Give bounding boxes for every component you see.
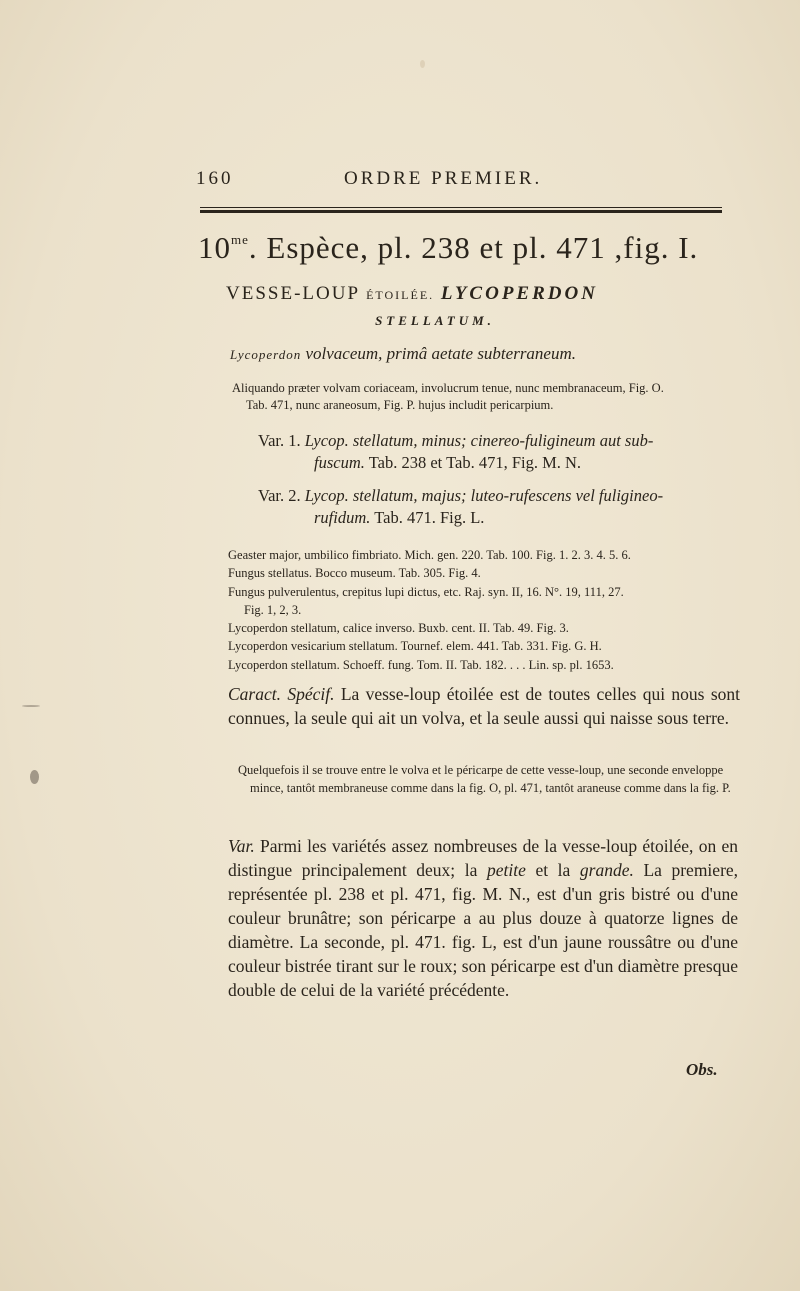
description-line: Aliquando præter volvam coriaceam, involucrum tenue, nunc membranaceum, Fig. O. <box>232 381 664 395</box>
diagnosis <box>230 344 750 364</box>
var-text: Parmi les variétés assez nombreuses de la vesse-loup étoilée, on en distingue principalement deux; la <box>228 836 738 880</box>
var-grande: grande. <box>579 860 634 880</box>
caract-label: Caract. Spécif. <box>228 684 335 704</box>
variety-desc: majus; luteo-rufescens vel fuligineo- <box>421 486 664 505</box>
page-number: 160 <box>196 168 234 189</box>
synonym-line: Lycoperdon stellatum. Schoeff. fung. Tom. II. Tab. 182. . . . Lin. sp. pl. 1653. <box>228 657 614 672</box>
variety-label: Var. 2. <box>258 486 301 505</box>
var-petite: petite <box>486 860 526 880</box>
variety-name: Lycop. stellatum, <box>304 431 418 450</box>
french-name: VESSE-LOUP <box>226 283 360 304</box>
diagnosis-text: volvaceum, primâ aetate subterraneum. <box>305 344 577 363</box>
header-rule-thin <box>200 207 722 208</box>
description-line: Tab. 471, nunc araneosum, Fig. P. hujus includit pericarpium. <box>246 398 554 412</box>
description <box>232 380 732 414</box>
french-adjective: ÉTOILÉE. <box>366 288 435 302</box>
species-number-suffix: me <box>231 232 249 247</box>
variety-name: Lycop. stellatum, <box>304 486 418 505</box>
synonym-line: Lycoperdon vesicarium stellatum. Tournef. elem. 441. Tab. 331. Fig. G. H. <box>228 639 602 654</box>
diagnosis-genus: Lycoperdon <box>230 347 302 362</box>
species-heading-text: . Espèce, pl. 238 et pl. 471 ,fig. I. <box>248 230 699 265</box>
synonymy <box>228 546 738 674</box>
varieties-paragraph <box>228 834 738 1002</box>
synonym-line: Lycoperdon stellatum, calice inverso. Buxb. cent. II. Tab. 49. Fig. 3. <box>228 621 569 636</box>
caract-text: La vesse-loup étoilée est de toutes celles qui nous sont connues, la seule qui ait un volva, et la seule aussi qui naisse sous terre. <box>228 684 740 728</box>
catchword: Obs. <box>686 1060 718 1079</box>
var-text: La premiere, représentée pl. 238 et pl. 471, fig. M. N., est d'un gris bistré ou d'une couleur brunâtre; son péricarpe a au plus douze à quatorze lignes de diamètre. La seconde, pl. 471. fig. L, est d'un jaune roussâtre ou d'une couleur bistrée tirant sur le roux; son péricarpe est d'un diamètre presque double de celui de la variété précédente. <box>228 860 739 1000</box>
note-paragraph: Quelquefois il se trouve entre le volva et le péricarpe de cette vesse-loup, une seconde enveloppe mince, tantôt membraneuse comme dans la fig. O, pl. 471, tantôt araneuse comme dans la fig. P. <box>238 763 731 795</box>
variety-2 <box>258 485 728 529</box>
variety-desc: rufidum. <box>314 508 371 527</box>
variety-refs: Tab. 471. Fig. L. <box>374 508 485 527</box>
running-title: ORDRE PREMIER. <box>344 168 543 189</box>
latin-species: STELLATUM. <box>375 313 495 328</box>
species-heading <box>198 230 738 266</box>
synonym-line: Fig. 1, 2, 3. <box>244 602 302 617</box>
variety-desc: minus; cinereo-fuligineum aut sub- <box>421 431 654 450</box>
variety-label: Var. 1. <box>258 431 301 450</box>
species-name <box>226 283 746 305</box>
specific-character <box>228 682 740 730</box>
foxing-spot <box>22 705 40 707</box>
foxing-spot <box>30 770 39 784</box>
variety-desc: fuscum. <box>314 453 365 472</box>
species-number: 10 <box>198 230 231 265</box>
var-label: Var. <box>228 836 255 856</box>
var-text: et la <box>535 860 571 880</box>
synonym-line: Fungus stellatus. Bocco museum. Tab. 305. Fig. 4. <box>228 566 481 581</box>
variety-refs: Tab. 238 et Tab. 471, Fig. M. N. <box>368 453 582 472</box>
variety-1 <box>258 430 728 474</box>
latin-genus: LYCOPERDON <box>440 283 598 304</box>
synonym-line: Geaster major, umbilico fimbriato. Mich. gen. 220. Tab. 100. Fig. 1. 2. 3. 4. 5. 6. <box>228 548 631 562</box>
synonym-line: Fungus pulverulentus, crepitus lupi dictus, etc. Raj. syn. II, 16. N°. 19, 111, 27. <box>228 584 624 599</box>
foxing-spot <box>420 60 425 68</box>
header-rule-thick <box>200 210 722 213</box>
